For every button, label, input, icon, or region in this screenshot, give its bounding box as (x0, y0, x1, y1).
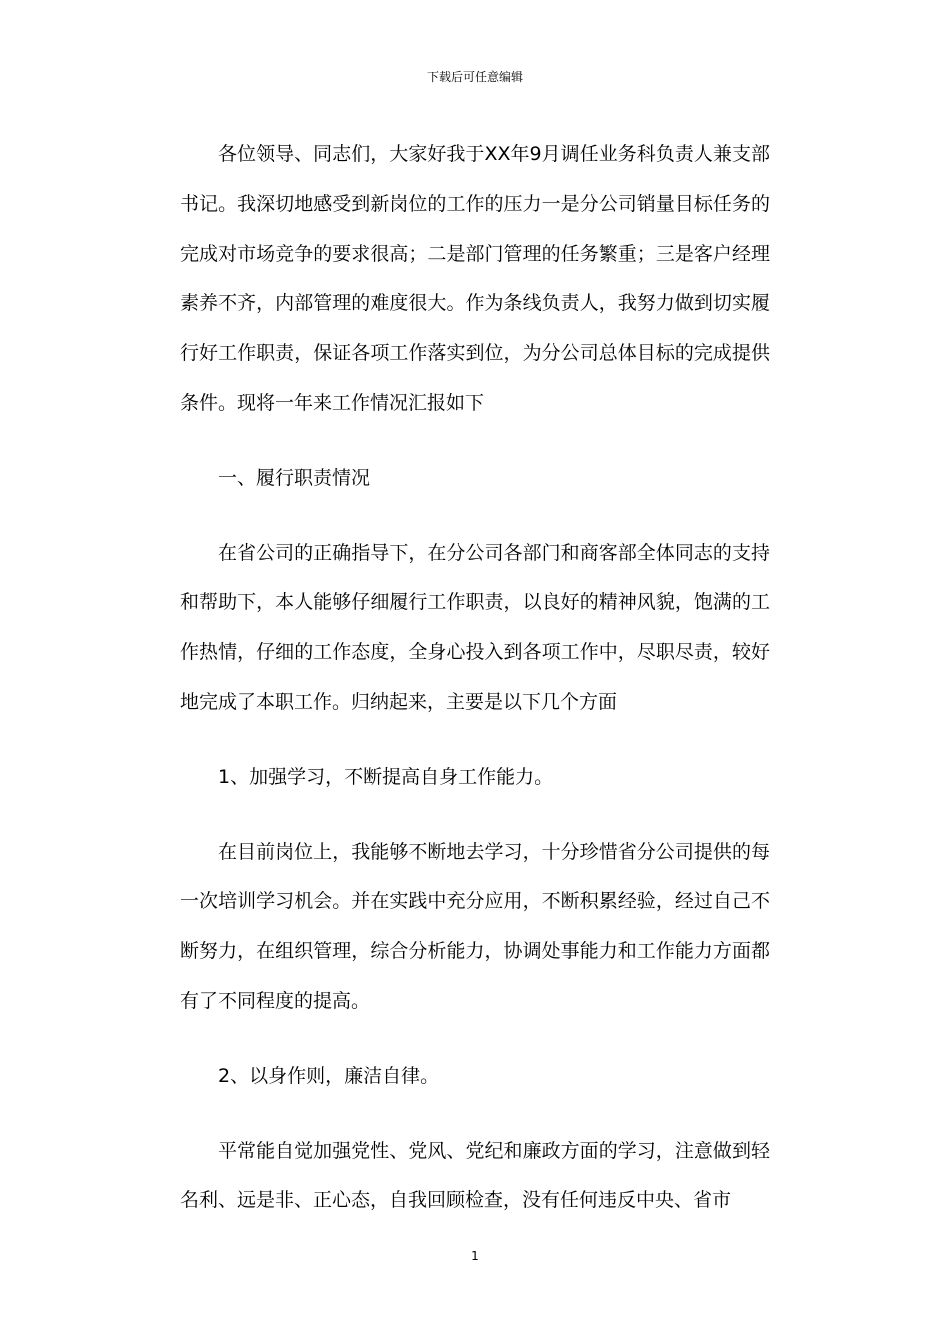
document-body (180, 130, 770, 1227)
paragraph-intro: 各位领导、同志们，大家好我于XX年9月调任业务科负责人兼支部书记。我深切地感受到新岗位的工作的压力一是分公司销量目标任务的完成对市场竞争的要求很高；二是部门管理的任务繁重；三是客户经理素养不齐，内部管理的难度很大。作为条线负责人，我努力做到切实履行好工作职责，保证各项工作落实到位，为分公司总体目标的完成提供条件。现将一年来工作情况汇报如下 (180, 143, 770, 414)
page-header: 下载后可任意编辑 (426, 70, 523, 84)
paragraph-duties: 在省公司的正确指导下，在分公司各部门和商客部全体同志的支持和帮助下，本人能够仔细履行工作职责，以良好的精神风貌，饱满的工作热情，仔细的工作态度，全身心投入到各项工作中，尽职尽责，较好地完成了本职工作。归纳起来，主要是以下几个方面 (180, 541, 770, 713)
paragraph-integrity: 平常能自觉加强党性、党风、党纪和廉政方面的学习，注意做到轻名利、远是非、正心态，自我回顾检查，没有任何违反中央、省市 (180, 1139, 770, 1212)
subheading-learning: 1、加强学习，不断提高自身工作能力。 (218, 765, 554, 788)
section-heading-duties: 一、履行职责情况 (218, 466, 371, 489)
subheading-integrity: 2、以身作则，廉洁自律。 (218, 1064, 440, 1087)
paragraph-learning: 在目前岗位上，我能够不断地去学习，十分珍惜省分公司提供的每一次培训学习机会。并在实践中充分应用，不断积累经验，经过自己不断努力，在组织管理，综合分析能力，协调处事能力和工作能力方面都有了不同程度的提高。 (180, 840, 770, 1012)
page-number: 1 (471, 1249, 479, 1263)
